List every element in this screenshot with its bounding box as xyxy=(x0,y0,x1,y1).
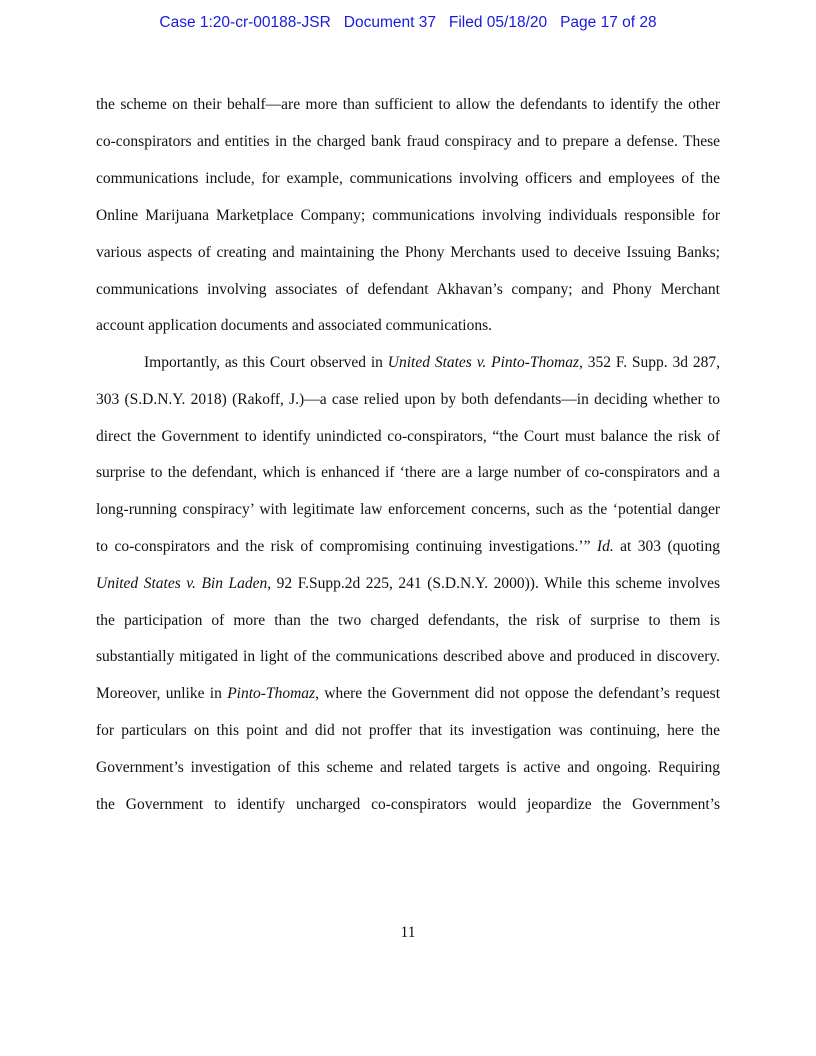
page-number: 11 xyxy=(400,924,416,941)
text-run: to co-conspirators and the risk of compromising continuing investigations.’” xyxy=(96,538,597,555)
text-run: at 303 (quoting xyxy=(613,538,720,555)
paragraph2-line-9: substantially mitigated in light of the communications described above and produced in discovery. xyxy=(96,648,720,665)
filed-date: Filed 05/18/20 xyxy=(448,14,548,31)
paragraph2-line-12: Government’s investigation of this scheme and related targets is active and ongoing. Requiring xyxy=(96,759,720,776)
paragraph1-line-2: co-conspirators and entities in the charged bank fraud conspiracy and to prepare a defense. These xyxy=(96,133,720,150)
case-citation: United States v. Pinto-Thomaz xyxy=(387,354,579,371)
paragraph1-line-6: communications involving associates of defendant Akhavan’s company; and Phony Merchant xyxy=(96,281,720,298)
case-number: Case 1:20-cr-00188-JSR xyxy=(159,14,331,31)
text-run: , 352 F. Supp. 3d 287, xyxy=(579,354,721,371)
paragraph2-line-6 xyxy=(96,537,720,557)
text-run: Importantly, as this Court observed in xyxy=(144,354,388,371)
paragraph2-line-3: direct the Government to identify unindicted co-conspirators, “the Court must balance the risk of xyxy=(96,428,720,445)
document-number: Document 37 xyxy=(343,14,436,31)
paragraph2-line-5: long-running conspiracy’ with legitimate law enforcement concerns, such as the ‘potential danger xyxy=(96,501,720,518)
paragraph1-line-4: Online Marijuana Marketplace Company; communications involving individuals responsible for xyxy=(96,207,720,224)
case-citation: Pinto-Thomaz xyxy=(227,685,316,702)
paragraph2-line-7 xyxy=(96,574,720,594)
paragraph2-line-10 xyxy=(96,684,720,704)
paragraph2-line-4: surprise to the defendant, which is enhanced if ‘there are a large number of co-conspirators and a xyxy=(96,464,720,481)
text-run: , 92 F.Supp.2d 225, 241 (S.D.N.Y. 2000)). While this scheme involves xyxy=(267,575,720,592)
paragraph2-line-1 xyxy=(144,353,720,373)
paragraph1-line-1: the scheme on their behalf—are more than sufficient to allow the defendants to identify the other xyxy=(96,96,720,113)
paragraph1-line-7: account application documents and associated communications. xyxy=(96,317,492,334)
paragraph2-line-11: for particulars on this point and did not proffer that its investigation was continuing, here the xyxy=(96,722,720,739)
page-of-total: Page 17 of 28 xyxy=(560,14,657,31)
paragraph1-line-3: communications include, for example, communications involving officers and employees of the xyxy=(96,170,720,187)
paragraph2-line-13: the Government to identify uncharged co-conspirators would jeopardize the Government’s xyxy=(96,796,720,813)
case-header xyxy=(0,14,816,32)
paragraph1-line-5: various aspects of creating and maintaining the Phony Merchants used to deceive Issuing Banks; xyxy=(96,244,720,261)
case-citation: United States v. Bin Laden xyxy=(96,575,268,592)
paragraph2-line-2: 303 (S.D.N.Y. 2018) (Rakoff, J.)—a case relied upon by both defendants—in deciding whether to xyxy=(96,391,720,408)
paragraph2-line-8: the participation of more than the two charged defendants, the risk of surprise to them is xyxy=(96,612,720,629)
text-run: Moreover, unlike in xyxy=(96,685,228,702)
case-citation: Id. xyxy=(596,538,614,555)
text-run: , where the Government did not oppose the defendant’s request xyxy=(315,685,720,702)
